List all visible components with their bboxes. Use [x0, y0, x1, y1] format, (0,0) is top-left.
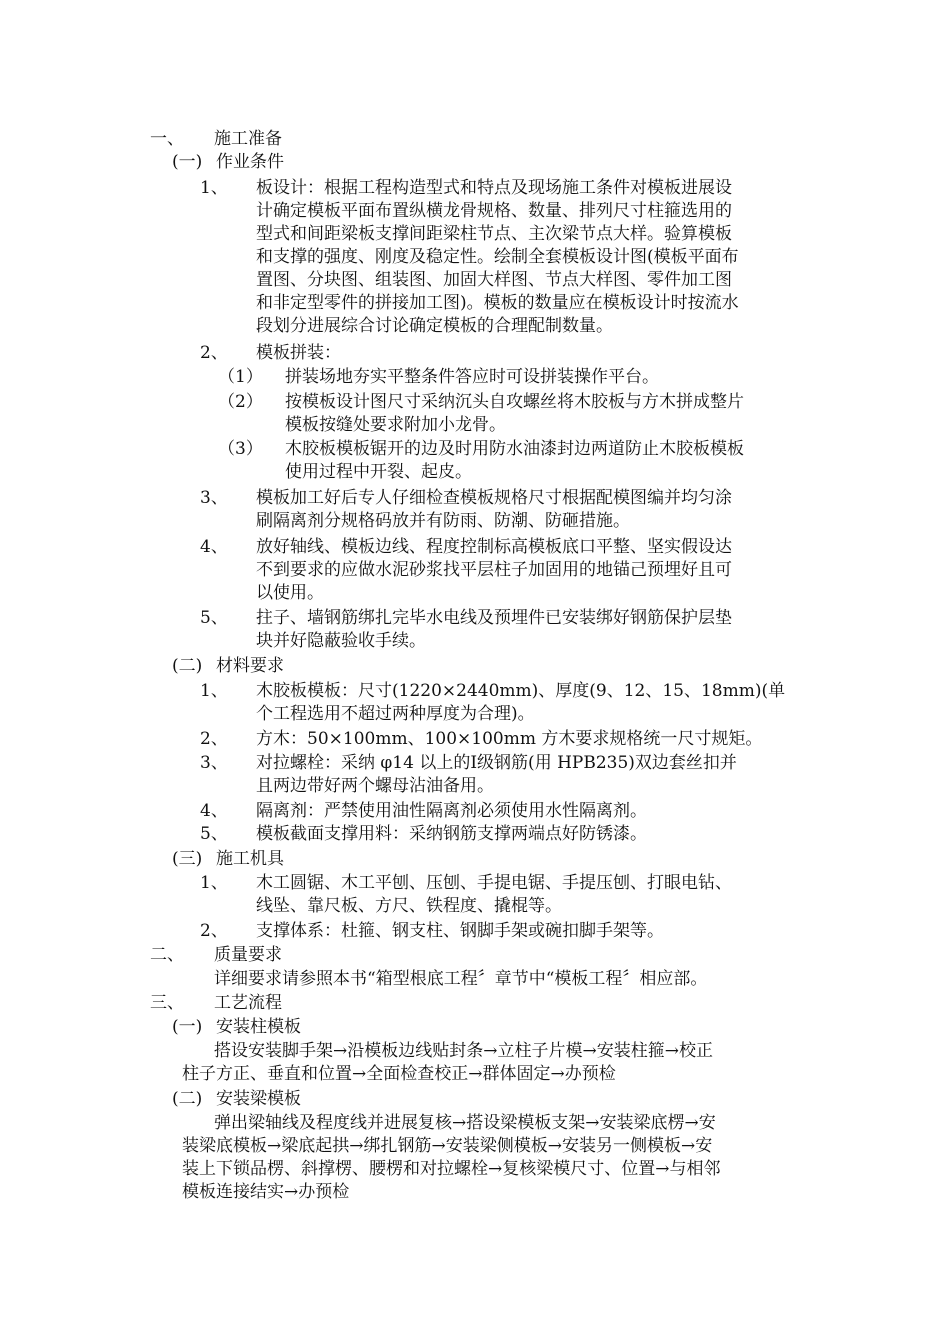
paragraph-line: 详细要求请参照本书“箱型根底工程〞章节中“模板工程〞相应部。	[214, 969, 708, 989]
paragraph-line: 使用过程中开裂、起皮。	[285, 462, 472, 482]
subsection-number: (一)	[172, 152, 203, 172]
paragraph-line: 隔离剂：严禁使用油性隔离剂必须使用水性隔离剂。	[256, 801, 647, 821]
paragraph-line: 和非定型零件的拼接加工图)。模板的数量应在模板设计时按流水	[256, 293, 739, 313]
item-number: 2、	[200, 729, 228, 749]
paragraph-line: 装上下锁品楞、斜撑楞、腰楞和对拉螺栓→复核梁模尺寸、位置→与相邻	[182, 1159, 721, 1179]
subsection-title: 施工机具	[216, 849, 284, 869]
item-number: 4、	[200, 801, 228, 821]
item-number: 4、	[200, 537, 228, 557]
paragraph-line: 方木：50×100mm、100×100mm 方木要求规格统一尺寸规矩。	[256, 729, 763, 749]
paragraph-line: 木胶板模板：尺寸(1220×2440mm)、厚度(9、12、15、18mm)(单	[256, 681, 786, 701]
subsection-number: (一)	[172, 1017, 203, 1037]
paragraph-line: 段划分进展综合讨论确定模板的合理配制数量。	[256, 316, 613, 336]
paragraph-line: 对拉螺栓：采纳 φ14 以上的Ⅰ级钢筋(用 HPB235)双边套丝扣并	[256, 753, 737, 773]
paragraph-line: 不到要求的应做水泥砂浆找平层柱子加固用的地锚己预埋好且可	[256, 560, 732, 580]
paragraph-line: 放好轴线、模板边线、程度控制标高模板底口平整、坚实假设达	[256, 537, 732, 557]
item-number: 1、	[200, 873, 228, 893]
paragraph-line: 且两边带好两个螺母沾油备用。	[256, 776, 494, 796]
paragraph-line: 线坠、靠尺板、方尺、铁程度、撬棍等。	[256, 896, 562, 916]
item-number: 1、	[200, 178, 228, 198]
subitem-number: （2）	[218, 392, 263, 412]
subsection-number: (二)	[172, 1089, 203, 1109]
paragraph-line: 个工程选用不超过两种厚度为合理)。	[256, 704, 535, 724]
section-number: 一、	[150, 129, 184, 149]
subitem-number: （1）	[218, 367, 263, 387]
paragraph-line: 置图、分块图、组装图、加固大样图、节点大样图、零件加工图	[256, 270, 732, 290]
paragraph-line: 刷隔离剂分规格码放并有防雨、防潮、防砸措施。	[256, 511, 630, 531]
paragraph-line: 木工圆锯、木工平刨、压刨、手提电锯、手提压刨、打眼电钻、	[256, 873, 732, 893]
paragraph-line: 支撑体系：杜箍、钢支柱、钢脚手架或碗扣脚手架等。	[256, 921, 664, 941]
paragraph-line: 以使用。	[256, 583, 324, 603]
section-title: 施工准备	[214, 129, 282, 149]
item-number: 5、	[200, 824, 228, 844]
paragraph-line: 模板加工好后专人仔细检查模板规格尺寸根据配模图编并均匀涂	[256, 488, 732, 508]
section-title: 质量要求	[214, 945, 282, 965]
paragraph-line: 按模板设计图尺寸采纳沉头自攻螺丝将木胶板与方木拼成整片	[285, 392, 744, 412]
subitem-number: （3）	[218, 439, 263, 459]
section-number: 三、	[150, 993, 184, 1013]
subsection-title: 安装柱模板	[216, 1017, 301, 1037]
paragraph-line: 搭设安装脚手架→沿模板边线贴封条→立柱子片模→安装柱箍→校正	[214, 1041, 713, 1061]
paragraph-line: 模板连接结实→办预检	[182, 1182, 350, 1202]
section-number: 二、	[150, 945, 184, 965]
paragraph-line: 柱子方正、垂直和位置→全面检查校正→群体固定→办预检	[182, 1064, 616, 1084]
section-title: 工艺流程	[214, 993, 282, 1013]
paragraph-line: 木胶板模板锯开的边及时用防水油漆封边两道防止木胶板模板	[285, 439, 744, 459]
paragraph-line: 和支撑的强度、刚度及稳定性。绘制全套模板设计图(模板平面布	[256, 247, 739, 267]
paragraph-line: 模板按缝处要求附加小龙骨。	[285, 415, 506, 435]
paragraph-line: 装梁底模板→梁底起拱→绑扎钢筋→安装梁侧模板→安装另一侧模板→安	[182, 1136, 713, 1156]
item-number: 3、	[200, 488, 228, 508]
paragraph-line: 拼装场地夯实平整条件答应时可设拼装操作平台。	[285, 367, 659, 387]
subsection-title: 作业条件	[216, 152, 284, 172]
paragraph-line: 模板截面支撑用料：采纳钢筋支撑两端点好防锈漆。	[256, 824, 647, 844]
subsection-title: 安装梁模板	[216, 1089, 301, 1109]
item-number: 1、	[200, 681, 228, 701]
paragraph-line: 模板拼装：	[256, 343, 341, 363]
subsection-number: (三)	[172, 849, 203, 869]
subsection-number: (二)	[172, 656, 203, 676]
paragraph-line: 块并好隐蔽验收手续。	[256, 631, 426, 651]
paragraph-line: 板设计：根据工程构造型式和特点及现场施工条件对模板进展设	[256, 178, 732, 198]
paragraph-line: 弹出梁轴线及程度线并进展复核→搭设梁模板支架→安装梁底楞→安	[214, 1113, 716, 1133]
paragraph-line: 拄子、墙钢筋绑扎完毕水电线及预埋件已安装绑好钢筋保护层垫	[256, 608, 732, 628]
paragraph-line: 计确定模板平面布置纵横龙骨规格、数量、排列尺寸柱箍选用的	[256, 201, 732, 221]
item-number: 3、	[200, 753, 228, 773]
subsection-title: 材料要求	[216, 656, 284, 676]
item-number: 2、	[200, 343, 228, 363]
item-number: 2、	[200, 921, 228, 941]
paragraph-line: 型式和间距梁板支撑间距梁柱节点、主次梁节点大样。验算模板	[256, 224, 732, 244]
item-number: 5、	[200, 608, 228, 628]
